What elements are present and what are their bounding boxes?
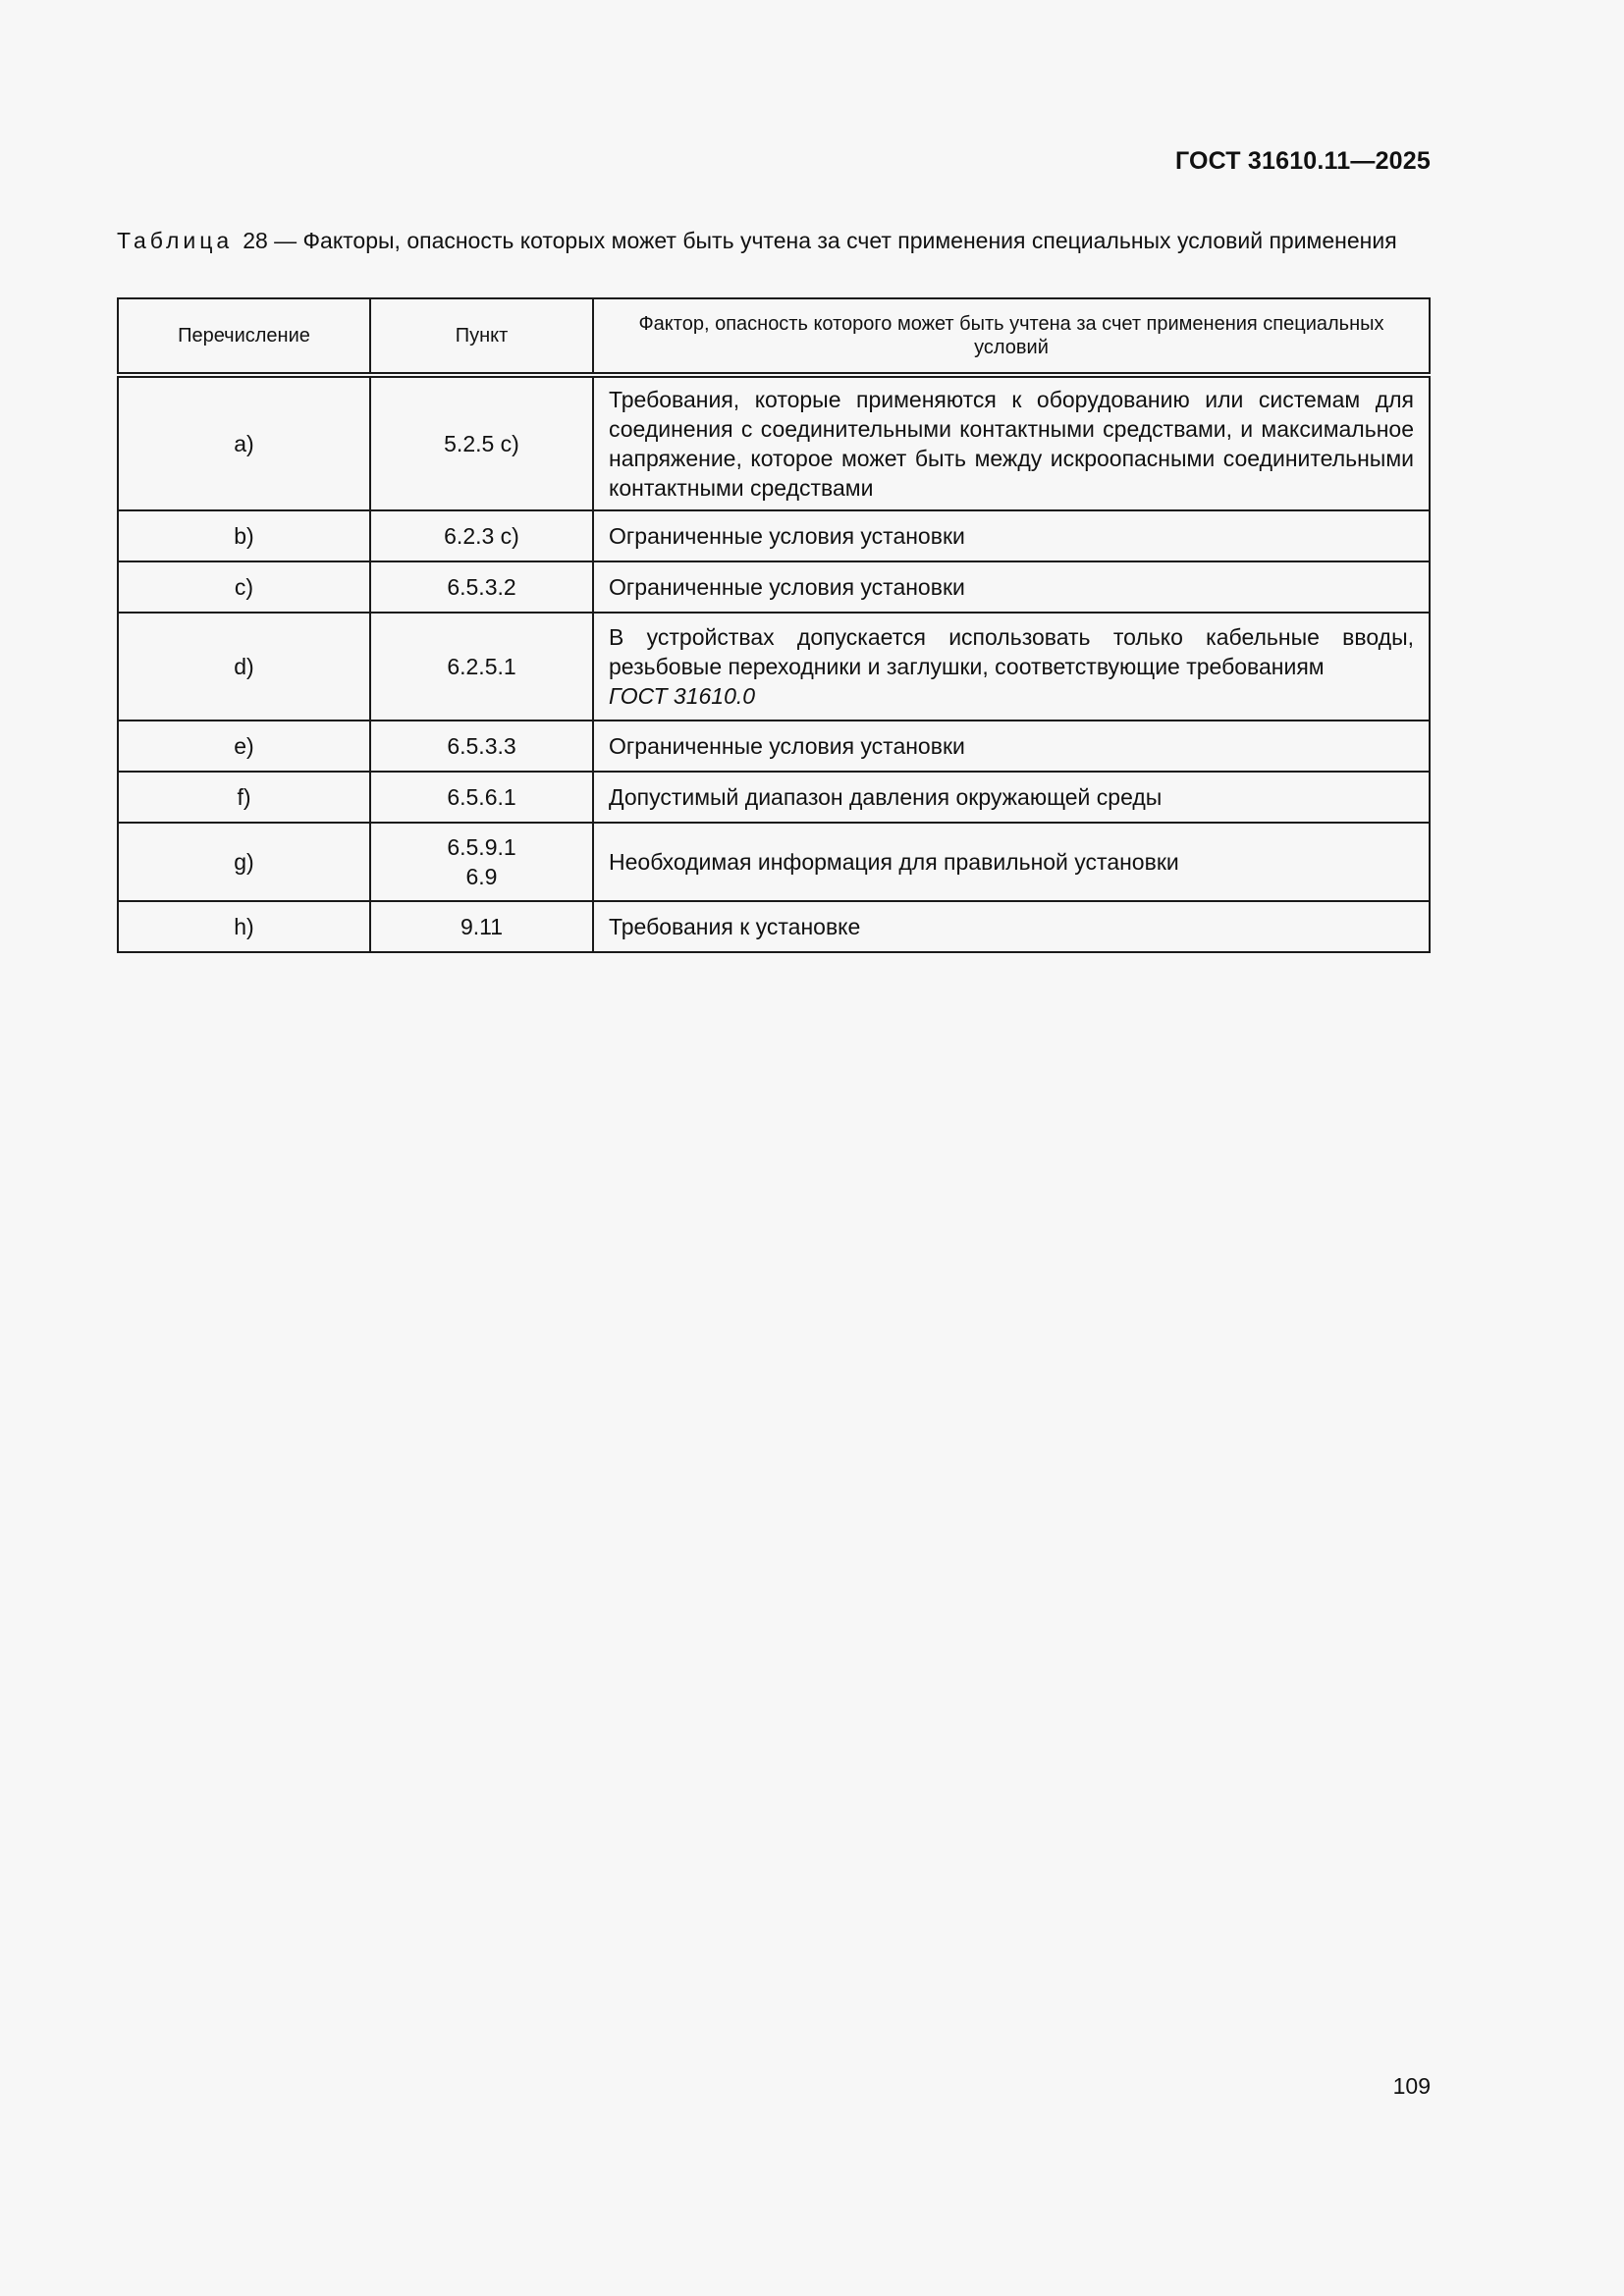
table-row (118, 613, 1430, 721)
table-row (118, 901, 1430, 952)
table-row (118, 375, 1430, 510)
table-row (118, 561, 1430, 613)
cell-factor: Требования к установке (593, 901, 1430, 952)
cell-factor: Ограниченные условия установки (593, 721, 1430, 772)
column-header-enum: Перечисление (118, 298, 370, 375)
item-line: 6.5.9.1 (447, 834, 516, 860)
cell-item: 6.5.3.3 (370, 721, 593, 772)
table-header-row (118, 298, 1430, 375)
cell-item: 6.5.6.1 (370, 772, 593, 823)
cell-factor: Необходимая информация для правильной установки (593, 823, 1430, 901)
cell-enum: d) (118, 613, 370, 721)
table-caption (117, 226, 1431, 255)
cell-enum: c) (118, 561, 370, 613)
cell-factor: Допустимый диапазон давления окружающей среды (593, 772, 1430, 823)
document-code: ГОСТ 31610.11—2025 (1174, 147, 1431, 175)
cell-item (370, 823, 593, 901)
cell-item: 6.2.5.1 (370, 613, 593, 721)
standard-reference: ГОСТ 31610.0 (609, 683, 756, 709)
cell-item: 5.2.5 c) (370, 375, 593, 510)
column-header-item: Пункт (370, 298, 593, 375)
table-caption-text: 28 — Факторы, опасность которых может быть учтена за счет применения специальных условий применения (243, 228, 1397, 253)
cell-factor: Ограниченные условия установки (593, 510, 1430, 561)
cell-item: 9.11 (370, 901, 593, 952)
item-line: 6.9 (465, 864, 498, 889)
cell-enum: g) (118, 823, 370, 901)
column-header-factor: Фактор, опасность которого может быть учтена за счет применения специальных условий (593, 298, 1430, 375)
cell-enum: f) (118, 772, 370, 823)
cell-factor (593, 613, 1430, 721)
cell-enum: b) (118, 510, 370, 561)
factors-table-container (117, 297, 1431, 953)
cell-enum: e) (118, 721, 370, 772)
table-row (118, 772, 1430, 823)
cell-item: 6.2.3 c) (370, 510, 593, 561)
table-row (118, 510, 1430, 561)
table-caption-label: Таблица (117, 228, 234, 253)
factors-table (117, 297, 1431, 953)
factor-text: В устройствах допускается использовать только кабельные вводы, резьбовые переходники и заглушки, соответствующие требованиям (609, 624, 1414, 679)
page-number: 109 (1392, 2073, 1431, 2099)
cell-factor: Требования, которые применяются к оборудованию или системам для соединения с соединительными контактными средствами, и максимальное напряжение, которое может быть между искроопасными соединительными контактными средствами (593, 375, 1430, 510)
table-row (118, 823, 1430, 901)
cell-enum: h) (118, 901, 370, 952)
cell-item: 6.5.3.2 (370, 561, 593, 613)
table-row (118, 721, 1430, 772)
cell-factor: Ограниченные условия установки (593, 561, 1430, 613)
cell-enum: a) (118, 375, 370, 510)
